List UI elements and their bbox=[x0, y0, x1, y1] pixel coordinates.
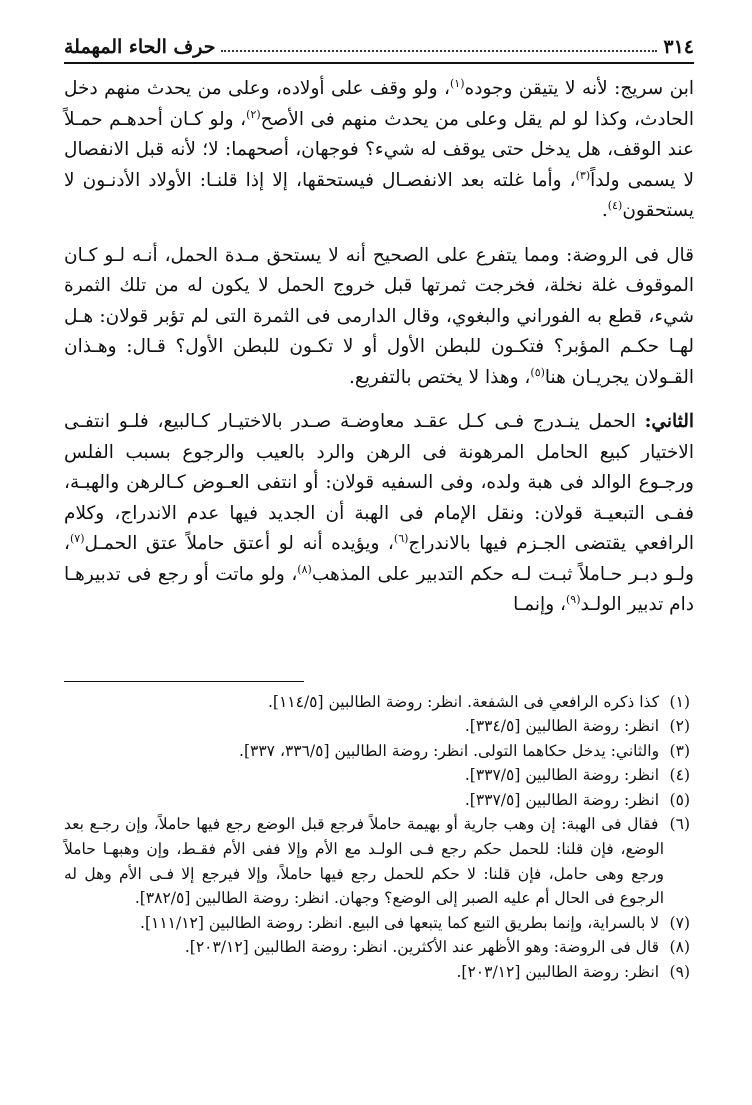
text-run: ابن سريج: لأنه لا يتيقن وجوده bbox=[464, 78, 694, 99]
text-run: قال فى الروضة: ومما يتفرع على الصحيح أنه لا يستحق مـدة الحمل، أنـه لـو كـان الموقوف غلة نخلة، فخرجت ثمرتها قبل خروج الحمل لا يكون له من تلك الثمرة شيء، قطع به الفوراني والبغوي، وقال الدارمى فى الثمرة التى لم تؤبر قولان: هـل لهـا حكـم المؤبر؟ فتكـون للبطن الأول أو لا تكـون للبطن الأول؟ قـال: وهـذان القـولان يجريـان هنا bbox=[64, 244, 694, 388]
footnote-text: انظر: روضة الطالبين [٢٠٣/١٢]. bbox=[456, 963, 664, 982]
header-leader-dots bbox=[221, 50, 657, 52]
footnote bbox=[64, 763, 694, 788]
footnote bbox=[64, 788, 694, 813]
text-run: ، وهذا لا يختص بالتفريع. bbox=[349, 366, 531, 388]
footnote-text: انظر: روضة الطالبين [٣٣٧/٥]. bbox=[464, 790, 664, 809]
footnote-text: قال فى الروضة: وهو الأظهر عند الأكثرين. انظر: روضة الطالبين [٢٠٣/١٢]. bbox=[184, 938, 664, 957]
footnote bbox=[64, 935, 694, 960]
footnote bbox=[64, 714, 694, 739]
footnote-ref: (٧) bbox=[69, 531, 85, 545]
footnote-ref: (٣) bbox=[575, 168, 591, 182]
text-run: ، ولو وقف على أولاده، وعلى من يحدث منهم دخل الحادث، وكذا لو لم يقل وعلى من يحدث منهم فى الأصح bbox=[64, 78, 695, 130]
paragraph-3 bbox=[64, 407, 694, 621]
footnote-text: انظر: روضة الطالبين [٣٣٧/٥]. bbox=[464, 766, 664, 785]
footnote bbox=[64, 911, 694, 936]
footnote-number: (٣) bbox=[669, 741, 690, 760]
footnote-ref: (٦) bbox=[393, 531, 409, 545]
text-run: ، ويؤيده أنه لو أعتق حاملاً عتق الحمـل bbox=[84, 533, 394, 554]
footnote-text: انظر: روضة الطالبين [٣٣٤/٥]. bbox=[464, 717, 664, 736]
footnote bbox=[64, 690, 694, 715]
paragraph-1 bbox=[64, 74, 694, 227]
footnote-number: (١) bbox=[669, 692, 690, 711]
chapter-title: حرف الحاء المهملة bbox=[64, 36, 216, 58]
footnote-text: كذا ذكره الرافعي فى الشفعة. انظر: روضة الطالبين [١١٤/٥]. bbox=[267, 692, 664, 711]
footnote-separator bbox=[64, 681, 304, 682]
footnote-ref: (٨) bbox=[297, 562, 312, 576]
footnote-ref: (٤) bbox=[607, 198, 623, 212]
footnote-ref: (١) bbox=[450, 76, 465, 90]
footnote-number: (٦) bbox=[669, 815, 690, 834]
footnote-number: (٩) bbox=[669, 963, 690, 982]
footnote bbox=[64, 739, 694, 764]
footnote-text: لا بالسراية، وإنما بطريق التبع كما يتبعها فى البيع. انظر: روضة الطالبين [١١١/١٢]. bbox=[140, 913, 664, 932]
footnotes-list bbox=[64, 690, 694, 985]
text-run: ، وإنمـا bbox=[513, 594, 566, 615]
text-run: ، ولو كـان أحدهـم حمـلاً عند الوقف، هل يدخل حتى يوقف له شيء؟ فوجهان، أصحهما: لا؛ لأنه قبل الانفصال لا يسمى ولداً bbox=[64, 108, 694, 191]
text-run: ، وأما غلته بعد الانفصـال فيستحقها، إلا إذا قلنـا: الأولاد الأدنـون لا يستحقون bbox=[64, 169, 694, 221]
footnote-ref: (٢) bbox=[246, 107, 261, 121]
footnote-number: (٧) bbox=[669, 913, 690, 932]
footnote-text: والثاني: يدخل حكاهما التولى. انظر: روضة الطالبين [٣٣٦/٥، ٣٣٧]. bbox=[239, 741, 664, 760]
text-run: . bbox=[601, 200, 608, 221]
text-run: ، ولـو دبـر حـاملاً ثبـت لـه حكم التدبير على المذهب bbox=[64, 533, 694, 585]
footnote-number: (٢) bbox=[669, 717, 690, 736]
text-run: ، ولو ماتت أو رجع فى تدبيرهـا دام تدبير الولـد bbox=[64, 563, 694, 615]
paragraph-lead-label: الثاني: bbox=[644, 411, 694, 432]
footnote-number: (٥) bbox=[669, 790, 690, 809]
main-text bbox=[64, 74, 694, 621]
footnote bbox=[64, 960, 694, 985]
text-run: الحمل ينـدرج فـى كـل عقـد معاوضـة صـدر بالاختيـار كـالبيع، فلـو انتفـى الاختيار كبيع الحامل المرهونة فى الرهن والرد بالعيب والرجوع بسبب الفلس ورجـوع الوالد فى هبة ولده، وفى السفيه قولان: أو انتفى العـوض كـالرهن والهبـة، ففـى التبعيـة قولان: ونقل الإمام فى الهبة أن الجديد فيها عدم الاندراج، وكلام الرافعي يقتضى الجـزم فيها بالاندراج bbox=[64, 411, 694, 554]
footnote-ref: (٩) bbox=[565, 592, 581, 606]
page-number: ٣١٤ bbox=[663, 36, 694, 58]
footnote-number: (٨) bbox=[669, 938, 690, 957]
footnote-number: (٤) bbox=[669, 766, 690, 785]
page-header bbox=[64, 28, 694, 64]
footnote-text: فقال فى الهبة: إن وهب جارية أو بهيمة حاملاً فرجع قبل الوضع رجع فيها حاملاً، وإن رجـع بعد الوضع، فإن قلنا: للحمل حكم رجع فـى الولـد مع الأم وإلا ففى الأم فقـط، وإن وهبهـا حاملاً ورجع وهى حامل، فإن قلنا: لا حكم للحمل رجع فيها حاملاً، وإلا فيرجع إلا فـى الأم وهل له الرجوع فى الحال أم عليه الصبر إلى الوضع؟ وجهان. انظر: روضة الطالبين [٣٨٢/٥]. bbox=[64, 815, 664, 908]
footnote-ref: (٥) bbox=[530, 365, 545, 379]
paragraph-2 bbox=[64, 241, 694, 394]
footnote bbox=[64, 812, 694, 910]
